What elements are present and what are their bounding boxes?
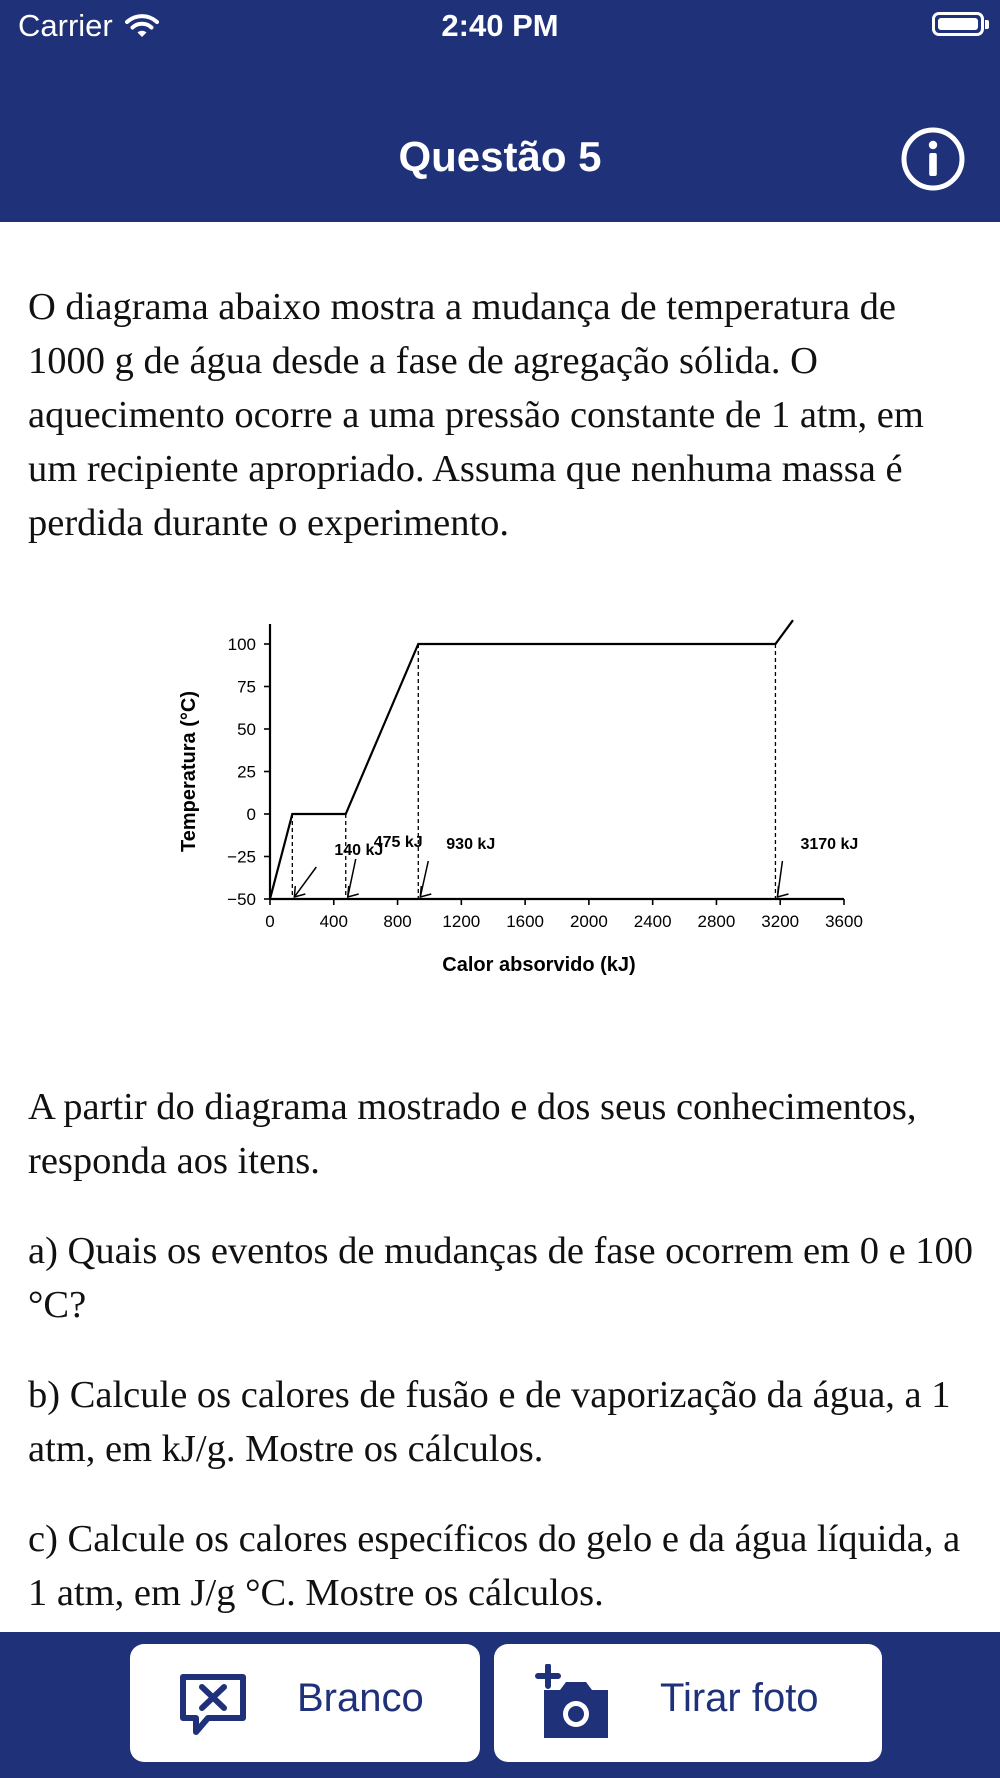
question-item-b: b) Calcule os calores de fusão e de vaporização da água, a 1 atm, em kJ/g. Mostre os cálculos. [28,1374,951,1470]
info-icon[interactable] [900,126,966,192]
question-intro: O diagrama abaixo mostra a mudança de temperatura de 1000 g de água desde a fase de agregação sólida. O aquecimento ocorre a uma pressão constante de 1 atm, em um recipiente apropriado. Assuma que nenhuma massa é perdida durante o experimento. [28,286,924,544]
x-tick-label: 1600 [506,912,545,931]
page-title: Questão 5 [398,133,602,180]
x-tick-label: 2400 [633,912,672,931]
y-tick-label: 75 [237,677,256,697]
question-prompt: A partir do diagrama mostrado e dos seus conhecimentos, responda aos itens. [28,1086,917,1182]
annotation-arrow [294,867,316,897]
phase-diagram-figure [28,570,978,1080]
x-tick-label: 1200 [442,912,481,931]
navigation-header [0,0,1000,222]
x-tick-label: 0 [265,912,275,931]
annotation-label: 3170 kJ [800,836,859,853]
y-tick-label: −50 [227,890,256,909]
temperature-chart [158,578,878,1048]
carrier-label: Carrier [18,8,113,43]
x-tick-label: 800 [383,912,412,931]
x-tick-label: 2000 [569,912,608,931]
x-axis-label: Calor absorvido (kJ) [442,954,636,976]
question-content [28,280,978,1620]
y-tick-label: 0 [246,805,256,824]
annotation-label: 930 kJ [446,836,496,853]
blank-answer-icon [178,1672,248,1738]
x-tick-label: 400 [319,912,348,931]
y-tick-label: 100 [227,635,256,654]
camera-add-icon [534,1664,614,1744]
y-axis-label: Temperatura (°C) [178,691,200,852]
take-photo-label: Tirar foto [660,1676,819,1720]
blank-button[interactable] [130,1644,480,1762]
question-item-a: a) Quais os eventos de mudanças de fase ocorrem em 0 e 100 °C? [28,1230,974,1326]
status-time: 2:40 PM [441,8,559,43]
bottom-toolbar [0,1632,1000,1778]
question-item-c: c) Calcule os calores específicos do gelo e da água líquida, a 1 atm, em J/g °C. Mostre os cálculos. [28,1518,961,1614]
blank-button-label: Branco [297,1676,424,1720]
annotation-label: 140 kJ [334,842,384,859]
x-tick-label: 3600 [825,912,863,931]
y-tick-label: 25 [237,762,256,782]
y-tick-label: 50 [237,720,256,739]
x-tick-label: 3200 [761,912,800,931]
take-photo-button[interactable] [494,1644,882,1762]
x-tick-label: 2800 [697,912,736,931]
y-tick-label: −25 [227,847,256,867]
battery-icon [932,12,984,36]
annotation-label: 475 kJ [373,834,423,851]
